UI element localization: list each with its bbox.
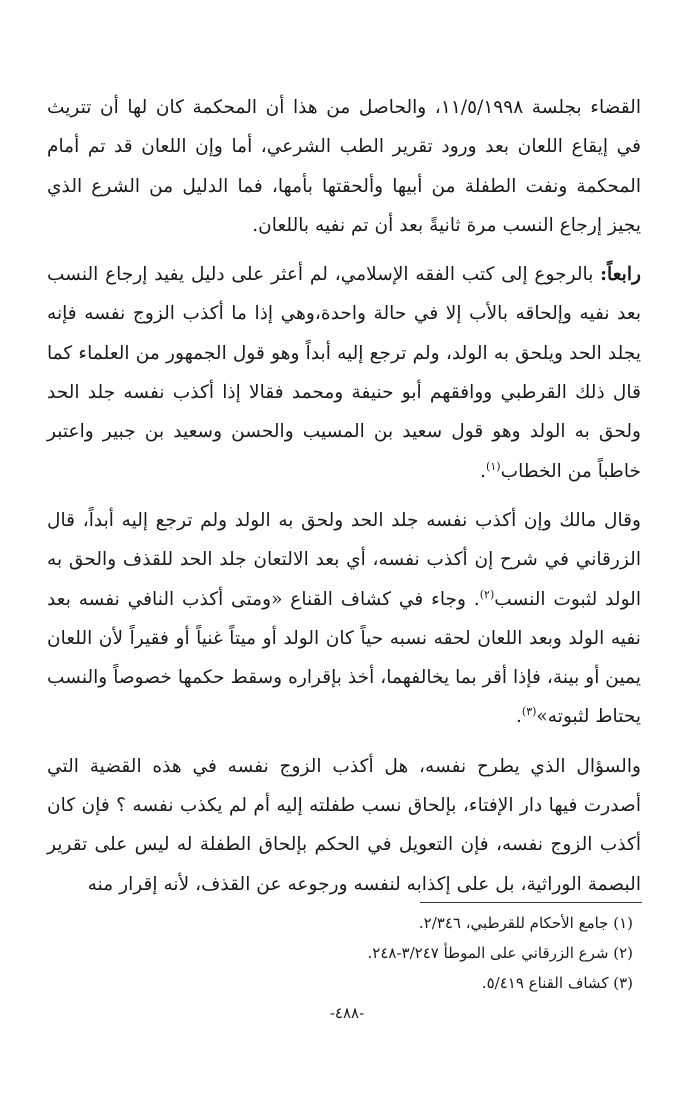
- paragraph-2-end: .: [480, 460, 487, 482]
- paragraph-4: [47, 747, 641, 904]
- paragraph-1-text: القضاء بجلسة ١١/٥/١٩٩٨، والحاصل من هذا أن المحكمة كان لها أن تتريث في إيقاع اللعان بعد ورود تقرير الطب الشرعي، أما وإن اللعان قد تم أمام المحكمة ونفت الطفلة من أبيها وألحقتها بأمها، فما الدليل من الشرع الذي يجيز إرجاع النسب مرة ثانيةً بعد أن تم نفيه باللعان.: [47, 97, 642, 236]
- paragraph-1: [47, 88, 641, 245]
- paragraph-4-text: والسؤال الذي يطرح نفسه، هل أكذب الزوج نفسه في هذه القضية التي أصدرت فيها دار الإفتاء، بإلحاق نسب طفلته إليه أم لم يكذب نفسه ؟ فإن كان أكذب الزوج نفسه، فإن التعويل في الحكم بإلحاق الطفلة له ليس على تقرير البصمة الوراثية، بل على إكذابه لنفسه ورجوعه عن القذف، لأنه إقرار منه: [47, 755, 641, 895]
- paragraph-3-text-a: وقال مالك وإن أكذب نفسه جلد الحد ولحق به الولد ولم ترجع إليه أبداً، قال الزرقاني في شرح إن أكذب نفسه، أي بعد الالتعان جلد الحد للقذف والحق به الولد لثبوت النسب: [47, 509, 642, 610]
- paragraph-2: [47, 255, 641, 491]
- paragraph-2-text: بالرجوع إلى كتب الفقه الإسلامي، لم أعثر على دليل يفيد إرجاع النسب بعد نفيه وإلحاقه بالأب إلا في حالة واحدة،وهي إذا ما أكذب الزوج نفسه فإنه يجلد الحد ويلحق به الولد، ولم ترجع إليه أبداً وهو قول الجمهور من العلماء كما قال ذلك القرطبي ووافقهم أبو حنيفة ومحمد فقالا إذا أكذب نفسه جلد الحد ولحق به الولد وهو قول سعيد بن المسيب والحسن وسعيد بن جبير واعتبر خاطباً من الخطاب: [47, 264, 641, 482]
- footnotes-list: [47, 908, 641, 998]
- paragraph-3-text-b: . وجاء في كشاف القناع «ومتى أكذب النافي نفسه بعد نفيه الولد وبعد اللعان لحقه نسبه حياً كان الولد أو ميتاً غنياً أو فقيراً لأن اللعان يمين أو بينة، فإذا أقر بما يخالفهما، أخذ بإقراره وسقط حكمها خصوصاً والنسب يحتاط لثبوته»: [47, 588, 641, 728]
- paragraph-3-end: .: [515, 706, 522, 728]
- footnote-1: (١) جامع الأحكام للقرطبي، ٢/٣٤٦.: [418, 914, 633, 932]
- footnote-2: (٢) شرع الزرقاني على الموطأ ٣/٢٤٧-٢٤٨.: [367, 944, 633, 962]
- paragraph-3: [47, 501, 641, 737]
- footnote-divider: [420, 902, 642, 903]
- footnote-ref-2: (٢): [479, 587, 495, 601]
- paragraph-2-lead: رابعاً:: [600, 264, 641, 286]
- footnote-3: (٣) كشاف القناع ٥/٤١٩.: [481, 974, 633, 992]
- footnote-ref-1: (١): [486, 459, 501, 473]
- main-text: [47, 88, 641, 904]
- footnote-ref-3: (٣): [521, 705, 537, 719]
- page-number: -٤٨٨-: [329, 1004, 365, 1022]
